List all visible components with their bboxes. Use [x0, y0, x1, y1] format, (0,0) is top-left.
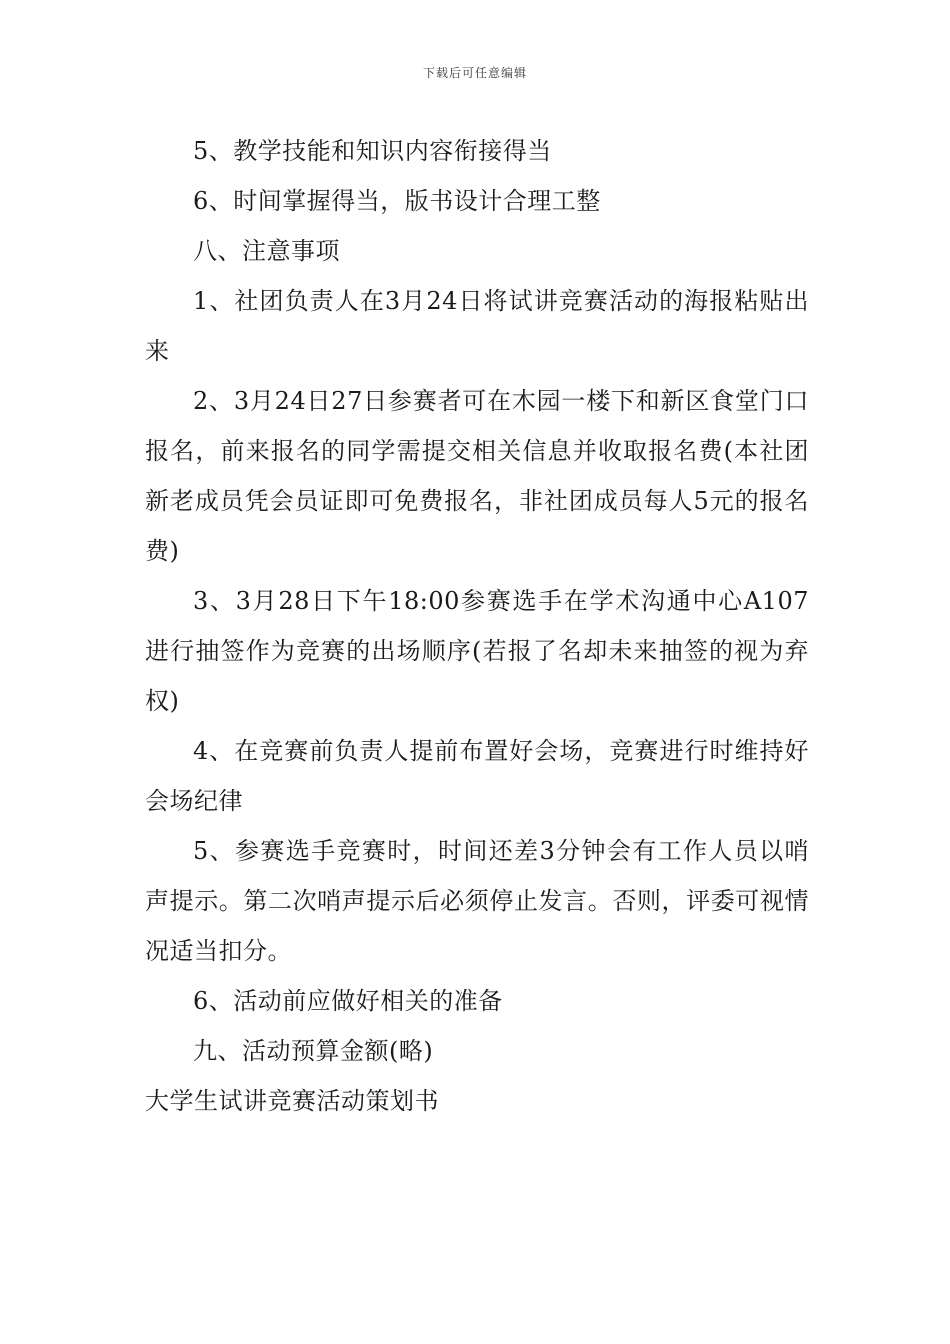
section-heading-notes: 八、注意事项	[193, 237, 340, 265]
paragraph-item-6-time: 6、时间掌握得当，版书设计合理工整	[193, 187, 601, 215]
paragraph-note-2: 2、3月24日27日参赛者可在木园一楼下和新区食堂门口报名，前来报名的同学需提交相关信息并收取报名费(本社团新老成员凭会员证即可免费报名，非社团成员每人5元的报名费)	[145, 387, 809, 565]
section-heading-budget: 九、活动预算金额(略)	[193, 1037, 434, 1065]
paragraph-note-5: 5、参赛选手竞赛时，时间还差3分钟会有工作人员以哨声提示。第二次哨声提示后必须停止发言。否则，评委可视情况适当扣分。	[145, 837, 809, 965]
document-body	[145, 126, 809, 1126]
paragraph-item-5-skill: 5、教学技能和知识内容衔接得当	[193, 137, 552, 165]
paragraph-note-4: 4、在竞赛前负责人提前布置好会场，竞赛进行时维持好会场纪律	[145, 737, 809, 815]
paragraph-note-1: 1、社团负责人在3月24日将试讲竞赛活动的海报粘贴出来	[145, 287, 809, 365]
paragraph-note-3: 3、3月28日下午18:00参赛选手在学术沟通中心A107进行抽签作为竞赛的出场顺序(若报了名却未来抽签的视为弃权)	[145, 587, 809, 715]
paragraph-note-6: 6、活动前应做好相关的准备	[193, 987, 503, 1015]
header-note: 下载后可任意编辑	[422, 66, 527, 80]
document-title: 大学生试讲竞赛活动策划书	[145, 1087, 439, 1115]
